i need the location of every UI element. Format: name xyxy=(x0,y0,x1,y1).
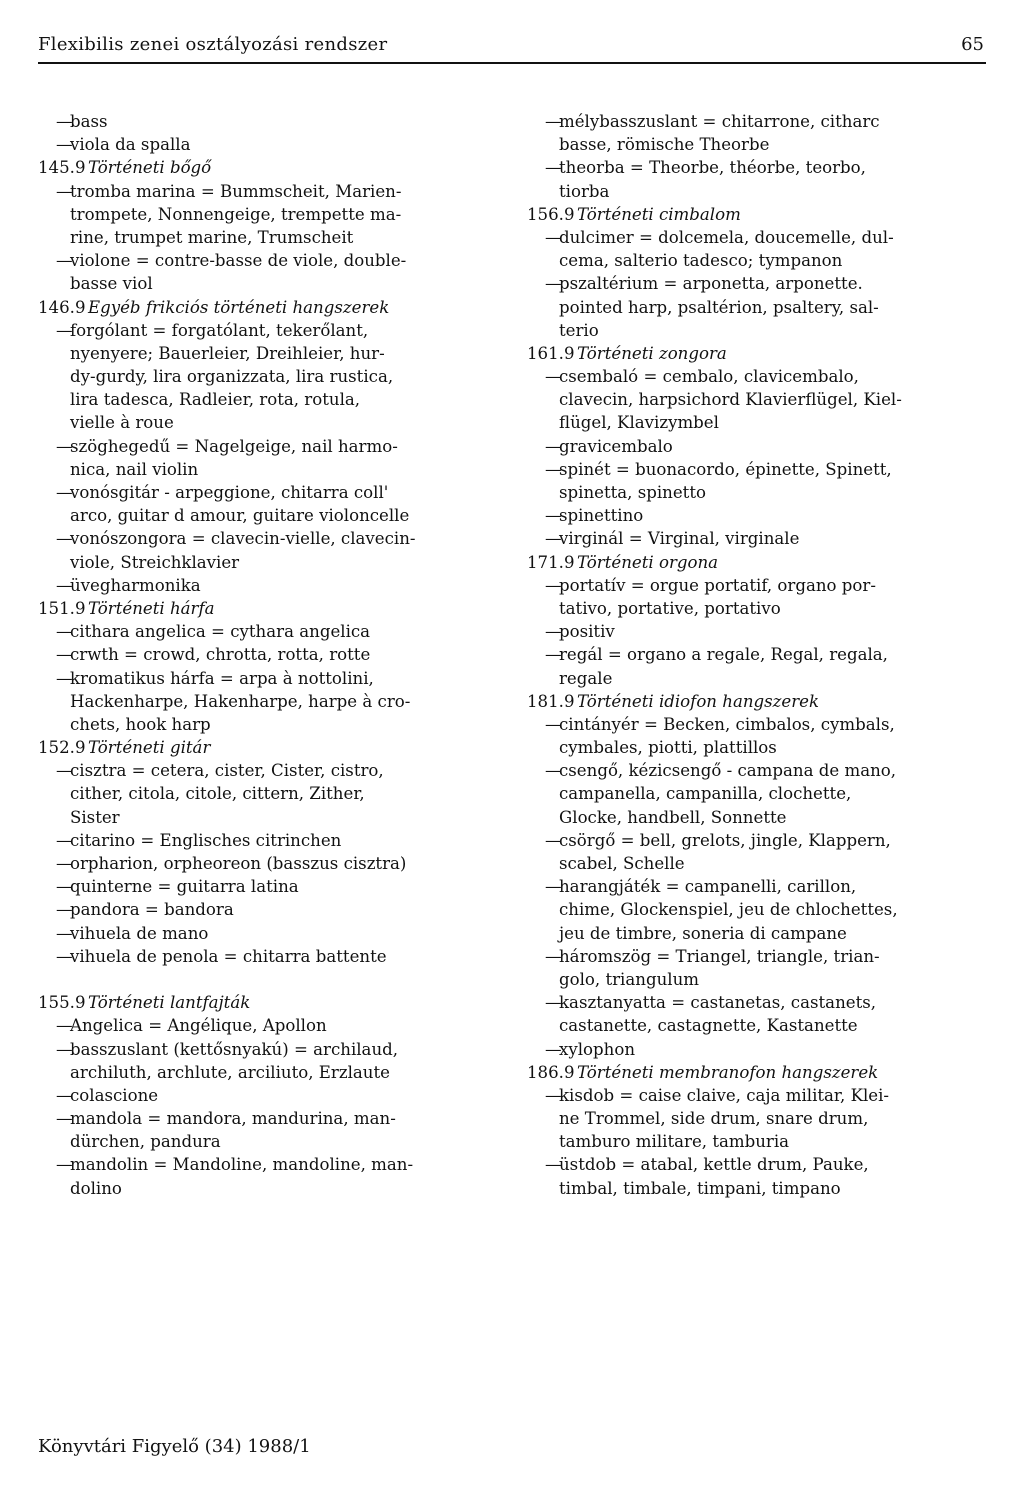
list-dash: — xyxy=(545,761,562,781)
list-item xyxy=(527,272,989,295)
list-item-text: gravicembalo xyxy=(559,436,673,456)
list-item xyxy=(527,156,989,179)
list-item-text: violone = contre-basse de viole, double- xyxy=(70,251,407,271)
list-dash: — xyxy=(56,645,73,665)
list-item-text: vonósgitár - arpeggione, chitarra coll' xyxy=(70,483,389,502)
continuation-text: basse, römische Theorbe xyxy=(559,135,770,155)
continuation-text: trompete, Nonnengeige, trempette ma- xyxy=(70,204,402,224)
list-item-text: portatív = orgue portatif, organo por- xyxy=(559,575,876,595)
indent-spacer xyxy=(38,782,70,805)
list-dash: — xyxy=(56,923,73,943)
section-heading xyxy=(38,736,508,759)
indent-spacer xyxy=(38,342,70,365)
indent-spacer xyxy=(38,806,70,829)
list-item-continuation xyxy=(38,226,508,249)
continuation-text: scabel, Schelle xyxy=(559,854,685,873)
list-item-continuation xyxy=(38,504,508,527)
continuation-text: chime, Glockenspiel, jeu de chlochettes, xyxy=(559,900,898,920)
list-dash: — xyxy=(545,506,562,526)
section-title: Történeti bőgő xyxy=(88,158,212,178)
list-item-continuation xyxy=(38,1177,508,1200)
list-item-text: cithara angelica = cythara angelica xyxy=(70,622,371,642)
continuation-text: terio xyxy=(559,320,599,340)
list-item xyxy=(38,643,508,666)
list-item-text: csörgő = bell, grelots, jingle, Klappern, xyxy=(559,830,891,850)
list-item-continuation xyxy=(527,782,989,805)
indent-spacer xyxy=(527,249,559,272)
list-item xyxy=(38,1038,508,1061)
section-number: 155.9 xyxy=(38,993,86,1013)
list-dash: — xyxy=(545,459,562,479)
continuation-text: tativo, portative, portativo xyxy=(559,598,781,618)
list-dash: — xyxy=(545,645,562,665)
indent-spacer xyxy=(527,388,559,411)
section-heading xyxy=(527,690,989,713)
section-heading xyxy=(527,1061,989,1084)
continuation-text: Hackenharpe, Hakenharpe, harpe à cro- xyxy=(70,691,411,711)
list-item-continuation xyxy=(38,782,508,805)
list-item-text: Angelica = Angélique, Apollon xyxy=(70,1016,327,1036)
list-item xyxy=(527,504,989,527)
running-title: Flexibilis zenei osztályozási rendszer xyxy=(38,34,388,55)
list-item xyxy=(527,991,989,1014)
continuation-text: Sister xyxy=(70,807,120,827)
list-item xyxy=(38,898,508,921)
left-column xyxy=(38,110,508,1200)
list-item-text: üstdob = atabal, kettle drum, Pauke, xyxy=(559,1155,869,1175)
list-dash: — xyxy=(56,900,73,920)
section-title: Történeti idiofon hangszerek xyxy=(577,691,820,711)
list-dash: — xyxy=(545,367,562,387)
indent-spacer xyxy=(527,1130,559,1153)
list-item xyxy=(527,829,989,852)
indent-spacer xyxy=(527,319,559,342)
list-dash: — xyxy=(545,575,562,595)
list-item xyxy=(527,620,989,643)
indent-spacer xyxy=(38,388,70,411)
list-item xyxy=(527,1084,989,1107)
indent-spacer xyxy=(38,365,70,388)
list-item-text: xylophon xyxy=(559,1039,636,1059)
indent-spacer xyxy=(527,180,559,203)
list-dash: — xyxy=(56,1039,73,1059)
list-item xyxy=(38,574,508,597)
continuation-text: golo, triangulum xyxy=(559,969,699,989)
footer-citation: Könyvtári Figyelő (34) 1988/1 xyxy=(38,1436,311,1457)
list-dash: — xyxy=(545,1085,562,1105)
indent-spacer xyxy=(527,968,559,991)
list-dash: — xyxy=(545,830,562,850)
list-dash: — xyxy=(56,529,73,549)
list-item-continuation xyxy=(38,713,508,736)
list-item xyxy=(38,829,508,852)
list-item-continuation xyxy=(38,690,508,713)
list-item-text: virginál = Virginal, virginale xyxy=(559,529,800,549)
list-dash: — xyxy=(545,877,562,897)
list-item xyxy=(527,713,989,736)
list-item xyxy=(38,759,508,782)
continuation-text: arco, guitar d amour, guitare violoncelle xyxy=(70,506,410,526)
continuation-text: archiluth, archlute, arciliuto, Erzlaute xyxy=(70,1062,390,1082)
section-number: 181.9 xyxy=(527,691,575,711)
blank-line xyxy=(38,968,508,991)
continuation-text: timbal, timbale, timpani, timpano xyxy=(559,1178,841,1198)
list-dash: — xyxy=(56,1155,73,1175)
list-dash: — xyxy=(56,135,73,155)
section-number: 146.9 xyxy=(38,297,86,317)
indent-spacer xyxy=(527,806,559,829)
indent-spacer xyxy=(527,898,559,921)
indent-spacer xyxy=(527,667,559,690)
list-item-continuation xyxy=(527,1177,989,1200)
section-number: 156.9 xyxy=(527,204,575,224)
list-dash: — xyxy=(545,714,562,734)
list-item xyxy=(38,1153,508,1176)
section-number: 145.9 xyxy=(38,158,86,178)
list-item-text: theorba = Theorbe, théorbe, teorbo, xyxy=(559,158,866,178)
continuation-text: campanella, campanilla, clochette, xyxy=(559,784,852,804)
list-item xyxy=(38,875,508,898)
list-item-continuation xyxy=(527,180,989,203)
list-item-continuation xyxy=(527,1107,989,1130)
section-heading xyxy=(38,296,508,319)
continuation-text: dürchen, pandura xyxy=(70,1132,221,1152)
indent-spacer xyxy=(38,458,70,481)
list-item-continuation xyxy=(38,458,508,481)
list-item-text: mandolin = Mandoline, mandoline, man- xyxy=(70,1155,414,1175)
list-item xyxy=(38,1014,508,1037)
indent-spacer xyxy=(38,1177,70,1200)
list-dash: — xyxy=(545,529,562,549)
list-item-text: csembaló = cembalo, clavicembalo, xyxy=(559,367,859,387)
indent-spacer xyxy=(527,481,559,504)
list-dash: — xyxy=(56,668,73,688)
list-item xyxy=(527,458,989,481)
list-item-continuation xyxy=(38,342,508,365)
section-title: Történeti membranofon hangszerek xyxy=(577,1062,879,1082)
list-item-text: csengő, kézicsengő - campana de mano, xyxy=(559,761,897,781)
continuation-text: tamburo militare, tamburia xyxy=(559,1132,790,1152)
list-dash: — xyxy=(56,436,73,456)
list-item xyxy=(38,922,508,945)
list-item-text: forgólant = forgatólant, tekerőlant, xyxy=(70,320,369,340)
list-item-continuation xyxy=(527,806,989,829)
list-item-continuation xyxy=(38,203,508,226)
list-dash: — xyxy=(545,227,562,247)
list-dash: — xyxy=(56,877,73,897)
list-item xyxy=(527,435,989,458)
list-dash: — xyxy=(545,158,562,178)
list-item xyxy=(38,945,508,968)
list-item-continuation xyxy=(527,852,989,875)
list-item-continuation xyxy=(527,1014,989,1037)
list-item-continuation xyxy=(527,296,989,319)
indent-spacer xyxy=(527,597,559,620)
indent-spacer xyxy=(527,296,559,319)
list-dash: — xyxy=(56,320,73,340)
continuation-text: nyenyere; Bauerleier, Dreihleier, hur- xyxy=(70,343,385,363)
indent-spacer xyxy=(527,852,559,875)
list-dash: — xyxy=(545,993,562,1013)
list-dash: — xyxy=(56,622,73,642)
list-item-continuation xyxy=(38,1130,508,1153)
continuation-text: rine, trumpet marine, Trumscheit xyxy=(70,227,354,247)
list-item xyxy=(38,249,508,272)
list-item-continuation xyxy=(38,1061,508,1084)
list-item xyxy=(527,875,989,898)
list-dash: — xyxy=(545,946,562,966)
list-dash: — xyxy=(545,1155,562,1175)
list-item-text: kisdob = caise claive, caja militar, Klei- xyxy=(559,1085,890,1105)
list-item xyxy=(38,527,508,550)
continuation-text: flügel, Klavizymbel xyxy=(559,413,719,433)
list-dash: — xyxy=(56,1016,73,1036)
list-item-continuation xyxy=(527,922,989,945)
list-item-continuation xyxy=(527,1130,989,1153)
list-item-text: szöghegedű = Nagelgeige, nail harmo- xyxy=(70,436,398,456)
indent-spacer xyxy=(38,1061,70,1084)
list-item xyxy=(38,667,508,690)
list-dash: — xyxy=(56,483,73,502)
continuation-text: basse viol xyxy=(70,274,153,294)
list-item-text: crwth = crowd, chrotta, rotta, rotte xyxy=(70,645,371,665)
list-item-text: vihuela de mano xyxy=(70,923,209,943)
indent-spacer xyxy=(527,782,559,805)
list-item-text: harangjáték = campanelli, carillon, xyxy=(559,877,857,897)
indent-spacer xyxy=(38,713,70,736)
list-item xyxy=(38,1084,508,1107)
list-item xyxy=(527,1153,989,1176)
list-dash: — xyxy=(545,274,562,294)
list-dash: — xyxy=(56,112,73,131)
continuation-text: tiorba xyxy=(559,181,610,201)
list-item-text: viola da spalla xyxy=(70,135,191,155)
list-item-text: spinét = buonacordo, épinette, Spinett, xyxy=(559,459,892,479)
indent-spacer xyxy=(527,922,559,945)
list-dash: — xyxy=(56,830,73,850)
list-item-text: tromba marina = Bummscheit, Marien- xyxy=(70,181,402,201)
section-number: 152.9 xyxy=(38,738,86,758)
continuation-text: regale xyxy=(559,668,613,688)
section-title: Történeti hárfa xyxy=(88,598,215,618)
list-item-text: kasztanyatta = castanetas, castanets, xyxy=(559,993,877,1013)
list-dash: — xyxy=(545,1039,562,1059)
continuation-text: Glocke, handbell, Sonnette xyxy=(559,807,787,827)
page-number: 65 xyxy=(961,34,984,55)
list-item-text: pandora = bandora xyxy=(70,900,234,920)
indent-spacer xyxy=(38,551,70,574)
indent-spacer xyxy=(527,411,559,434)
continuation-text: nica, nail violin xyxy=(70,459,199,479)
list-item-text: dulcimer = dolcemela, doucemelle, dul- xyxy=(559,227,894,247)
list-item xyxy=(527,527,989,550)
indent-spacer xyxy=(38,411,70,434)
continuation-text: cymbales, piotti, plattillos xyxy=(559,738,777,758)
list-item xyxy=(38,180,508,203)
section-number: 151.9 xyxy=(38,598,86,618)
list-item-continuation xyxy=(527,133,989,156)
section-title: Történeti cimbalom xyxy=(577,204,741,224)
continuation-text: chets, hook harp xyxy=(70,714,211,734)
list-item-text: basszuslant (kettősnyakú) = archilaud, xyxy=(70,1039,399,1059)
list-item xyxy=(38,620,508,643)
list-item-text: pszaltérium = arponetta, arponette. xyxy=(559,274,863,294)
indent-spacer xyxy=(38,504,70,527)
list-dash: — xyxy=(56,251,73,271)
list-item-text: vonószongora = clavecin-vielle, clavecin- xyxy=(70,529,416,549)
indent-spacer xyxy=(38,1130,70,1153)
right-column xyxy=(527,110,989,1200)
list-item xyxy=(38,481,508,504)
list-item-text: bass xyxy=(70,112,108,131)
list-item xyxy=(38,1107,508,1130)
section-heading xyxy=(527,551,989,574)
list-item xyxy=(527,365,989,388)
list-item-continuation xyxy=(527,411,989,434)
list-item-text: colascione xyxy=(70,1085,159,1105)
continuation-text: ne Trommel, side drum, snare drum, xyxy=(559,1109,869,1129)
section-heading xyxy=(38,156,508,179)
list-dash: — xyxy=(545,622,562,642)
list-item xyxy=(38,435,508,458)
list-dash: — xyxy=(545,112,562,131)
continuation-text: pointed harp, psaltérion, psaltery, sal- xyxy=(559,297,879,317)
list-item-text: üvegharmonika xyxy=(70,575,201,595)
list-item xyxy=(38,319,508,342)
indent-spacer xyxy=(38,690,70,713)
list-item xyxy=(527,1038,989,1061)
indent-spacer xyxy=(38,203,70,226)
section-heading xyxy=(527,203,989,226)
list-item xyxy=(38,110,508,133)
list-item xyxy=(527,110,989,133)
indent-spacer xyxy=(527,736,559,759)
list-item-continuation xyxy=(527,597,989,620)
list-item-continuation xyxy=(38,551,508,574)
list-item-text: cisztra = cetera, cister, Cister, cistro, xyxy=(70,761,384,781)
indent-spacer xyxy=(527,1177,559,1200)
section-number: 161.9 xyxy=(527,343,575,363)
indent-spacer xyxy=(527,133,559,156)
continuation-text: castanette, castagnette, Kastanette xyxy=(559,1016,858,1036)
section-heading xyxy=(527,342,989,365)
list-item-text: positiv xyxy=(559,622,615,642)
list-item-continuation xyxy=(527,898,989,921)
list-item-text: quinterne = guitarra latina xyxy=(70,877,299,897)
continuation-text: vielle à roue xyxy=(70,413,174,433)
continuation-text: viole, Streichklavier xyxy=(70,552,240,572)
continuation-text: spinetta, spinetto xyxy=(559,483,707,502)
list-item-text: mandola = mandora, mandurina, man- xyxy=(70,1109,396,1129)
section-title: Történeti gitár xyxy=(88,738,211,758)
continuation-text: jeu de timbre, soneria di campane xyxy=(559,923,847,943)
list-dash: — xyxy=(56,946,73,966)
list-item-continuation xyxy=(527,249,989,272)
list-dash: — xyxy=(56,854,73,873)
indent-spacer xyxy=(38,272,70,295)
list-dash: — xyxy=(56,575,73,595)
list-item-text: háromszög = Triangel, triangle, trian- xyxy=(559,946,880,966)
list-dash: — xyxy=(56,1085,73,1105)
list-item xyxy=(38,133,508,156)
continuation-text: dy-gurdy, lira organizzata, lira rustica, xyxy=(70,367,394,387)
indent-spacer xyxy=(527,1107,559,1130)
continuation-text: cither, citola, citole, cittern, Zither, xyxy=(70,784,365,804)
list-item xyxy=(38,852,508,875)
list-item-continuation xyxy=(38,388,508,411)
indent-spacer xyxy=(527,1014,559,1037)
list-item-continuation xyxy=(527,481,989,504)
list-item-continuation xyxy=(38,411,508,434)
section-title: Történeti lantfajták xyxy=(88,993,251,1013)
list-item-text: regál = organo a regale, Regal, regala, xyxy=(559,645,888,665)
list-dash: — xyxy=(56,181,73,201)
list-item-text: vihuela de penola = chitarra battente xyxy=(70,946,387,966)
list-dash: — xyxy=(545,436,562,456)
list-item-continuation xyxy=(38,272,508,295)
list-item-text: citarino = Englisches citrinchen xyxy=(70,830,342,850)
section-heading xyxy=(38,597,508,620)
section-number: 186.9 xyxy=(527,1062,575,1082)
list-item xyxy=(527,574,989,597)
continuation-text: cema, salterio tadesco; tympanon xyxy=(559,251,843,271)
indent-spacer xyxy=(38,226,70,249)
section-title: Történeti zongora xyxy=(577,343,727,363)
list-dash: — xyxy=(56,1109,73,1129)
list-item xyxy=(527,945,989,968)
continuation-text: dolino xyxy=(70,1178,122,1198)
list-item-text: mélybasszuslant = chitarrone, citharc xyxy=(559,112,880,131)
section-number: 171.9 xyxy=(527,552,575,572)
section-heading xyxy=(38,991,508,1014)
list-item-continuation xyxy=(38,806,508,829)
section-title: Történeti orgona xyxy=(577,552,719,572)
section-title: Egyéb frikciós történeti hangszerek xyxy=(88,297,390,317)
list-item xyxy=(527,226,989,249)
list-item-text: kromatikus hárfa = arpa à nottolini, xyxy=(70,668,374,688)
list-dash: — xyxy=(56,761,73,781)
list-item-continuation xyxy=(527,736,989,759)
list-item-continuation xyxy=(527,667,989,690)
list-item-text: orpharion, orpheoreon (basszus cisztra) xyxy=(70,854,407,873)
list-item xyxy=(527,643,989,666)
running-header xyxy=(38,34,986,64)
list-item xyxy=(527,759,989,782)
list-item-continuation xyxy=(527,388,989,411)
list-item-continuation xyxy=(38,365,508,388)
list-item-continuation xyxy=(527,319,989,342)
continuation-text: lira tadesca, Radleier, rota, rotula, xyxy=(70,390,361,410)
continuation-text: clavecin, harpsichord Klavierflügel, Kiel- xyxy=(559,390,902,410)
list-item-continuation xyxy=(527,968,989,991)
list-item-text: cintányér = Becken, cimbalos, cymbals, xyxy=(559,714,895,734)
list-item-text: spinettino xyxy=(559,506,644,526)
